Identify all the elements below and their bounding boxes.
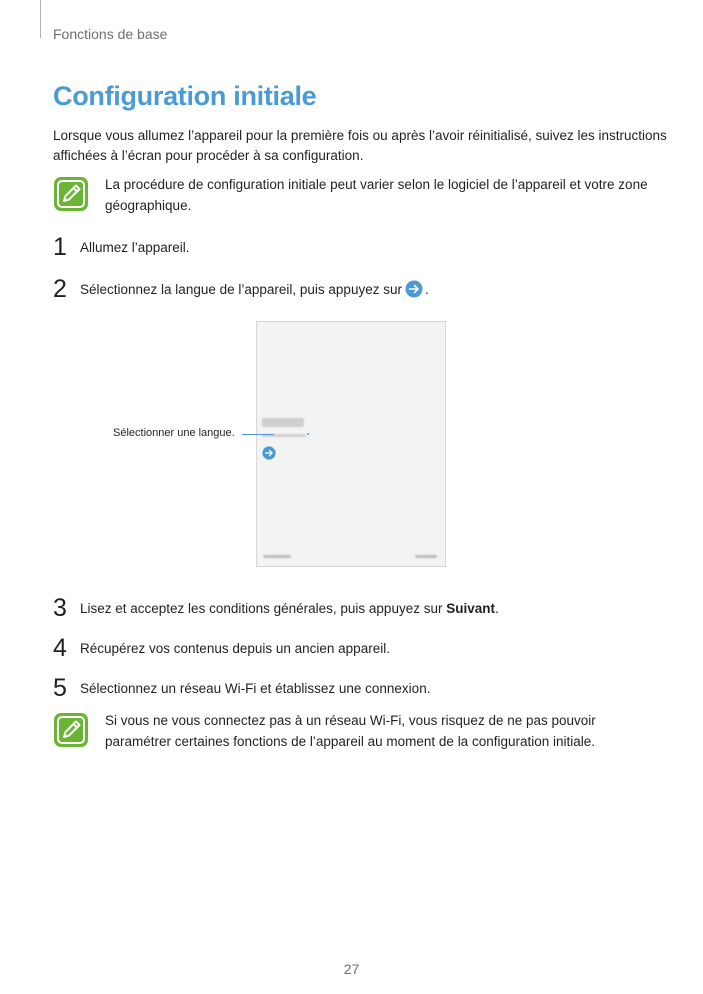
pencil-note-icon xyxy=(53,712,89,748)
step-text: Récupérez vos contenus depuis un ancien appareil. xyxy=(80,641,390,656)
header-rule xyxy=(40,0,41,38)
pencil-note-icon xyxy=(53,176,89,212)
step-text: Sélectionnez un réseau Wi-Fi et établissez une connexion. xyxy=(80,681,431,696)
page-title: Configuration initiale xyxy=(53,81,317,111)
note-block xyxy=(53,710,663,752)
step-text-before: Lisez et acceptez les conditions générales, puis appuyez sur xyxy=(80,601,447,616)
step-text-main: Sélectionnez la langue de l’appareil, puis appuyez sur xyxy=(80,282,402,297)
step-text-suffix: . xyxy=(424,282,429,297)
step-text-bold: Suivant xyxy=(446,601,495,616)
callout-dot xyxy=(307,433,309,435)
callout-line xyxy=(242,434,274,435)
step-1 xyxy=(53,233,663,263)
section-title: Fonctions de base xyxy=(53,26,168,42)
phone-screen-figure xyxy=(256,321,446,567)
intro-paragraph: Lorsque vous allumez l’appareil pour la première fois ou après l’avoir réinitialisé, suivez les instructions affichées à l’écran pour procéder à sa configuration. xyxy=(53,128,667,163)
step-text xyxy=(80,601,499,616)
note-text: La procédure de configuration initiale peut varier selon le logiciel de l’appareil et votre zone géographique. xyxy=(105,177,648,213)
next-arrow-icon xyxy=(262,446,276,460)
page-number: 27 xyxy=(343,961,360,977)
step-text xyxy=(80,282,429,298)
step-2 xyxy=(53,275,663,305)
step-number: 5 xyxy=(53,674,67,702)
blurred-right-button xyxy=(415,555,437,558)
step-text-after: . xyxy=(494,601,499,616)
note-text: Si vous ne vous connectez pas à un réseau Wi-Fi, vous risquez de ne pas pouvoir paramétrer certaines fonctions de l’appareil au moment de la configuration initiale. xyxy=(105,713,596,749)
note-block xyxy=(53,174,663,216)
step-5 xyxy=(53,674,663,704)
blurred-left-button xyxy=(263,555,291,558)
step-number: 4 xyxy=(53,634,67,662)
step-4 xyxy=(53,634,663,664)
blurred-greeting xyxy=(262,418,304,427)
step-number: 2 xyxy=(53,275,67,303)
step-number: 1 xyxy=(53,233,67,261)
step-number: 3 xyxy=(53,594,67,622)
step-3 xyxy=(53,594,663,624)
callout-label: Sélectionner une langue. xyxy=(113,427,235,439)
next-arrow-icon xyxy=(405,280,423,298)
step-text: Allumez l’appareil. xyxy=(80,240,190,255)
